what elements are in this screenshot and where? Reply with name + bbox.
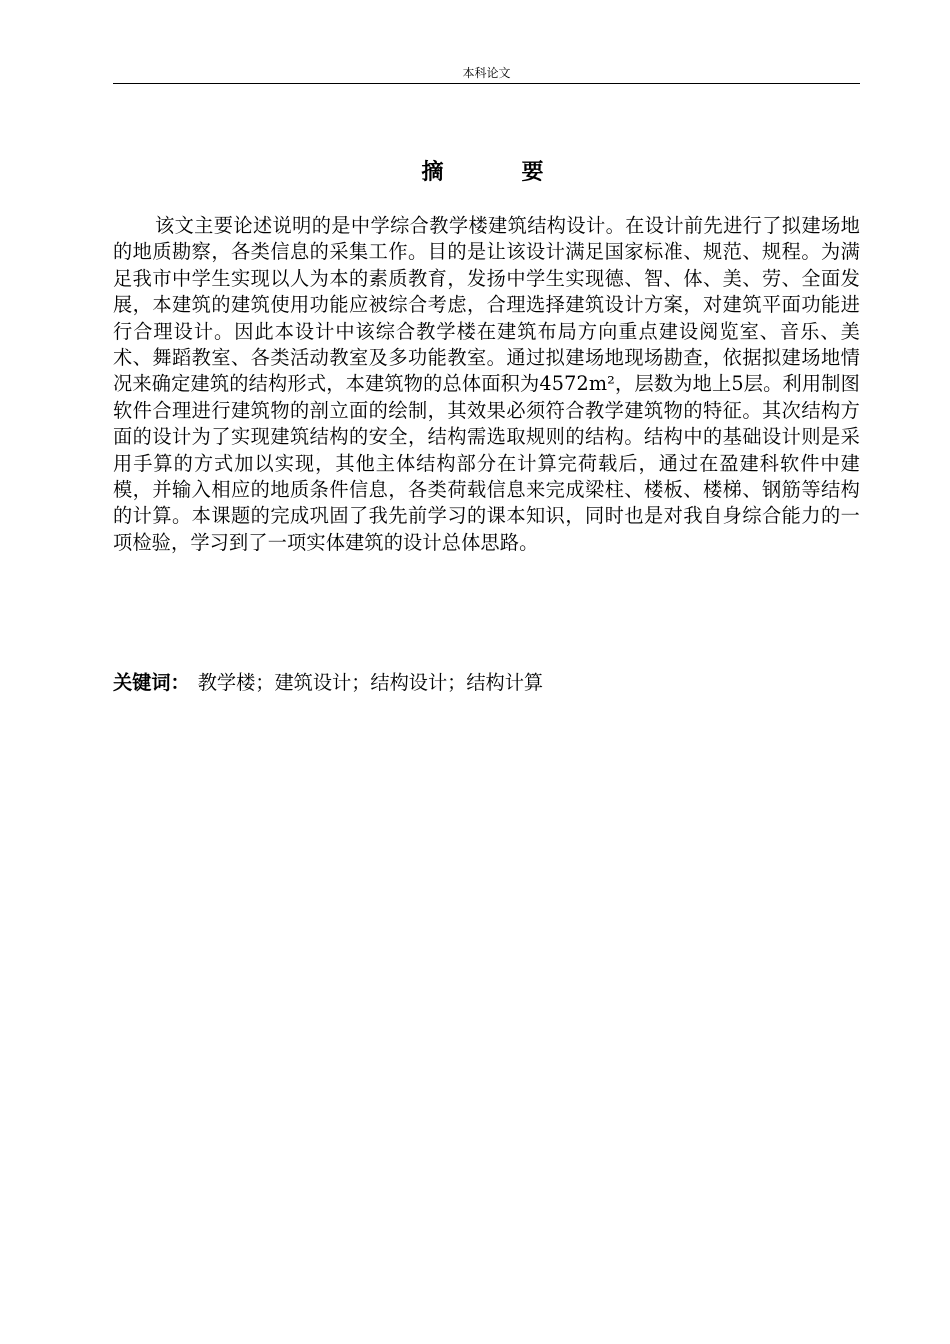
keywords-value: 教学楼；建筑设计；结构设计；结构计算 xyxy=(197,671,544,694)
keywords-line xyxy=(113,670,860,696)
abstract-body: 该文主要论述说明的是中学综合教学楼建筑结构设计。在设计前先进行了拟建场地的地质勘察，各类信息的采集工作。目的是让该设计满足国家标准、规范、规程。为满足我市中学生实现以人为本的素质教育，发扬中学生实现德、智、体、美、劳、全面发展，本建筑的建筑使用功能应被综合考虑，合理选择建筑设计方案，对建筑平面功能进行合理设计。因此本设计中该综合教学楼在建筑布局方向重点建设阅览室、音乐、美术、舞蹈教室、各类活动教室及多功能教室。通过拟建场地现场勘查，依据拟建场地情况来确定建筑的结构形式，本建筑物的总体面积为4572m²，层数为地上5层。利用制图软件合理进行建筑物的剖立面的绘制，其效果必须符合教学建筑物的特征。其次结构方面的设计为了实现建筑结构的安全，结构需选取规则的结构。结构中的基础设计则是采用手算的方式加以实现，其他主体结构部分在计算完荷载后，通过在盈建科软件中建模，并输入相应的地质条件信息，各类荷载信息来完成梁柱、楼板、楼梯、钢筋等结构的计算。本课题的完成巩固了我先前学习的课本知识，同时也是对我自身综合能力的一项检验，学习到了一项实体建筑的设计总体思路。 xyxy=(113,214,860,554)
running-header: 本科论文 xyxy=(462,66,511,80)
abstract-heading: 摘 要 xyxy=(421,160,572,185)
keywords-label: 关键词： xyxy=(113,671,190,694)
header-divider xyxy=(113,83,860,84)
